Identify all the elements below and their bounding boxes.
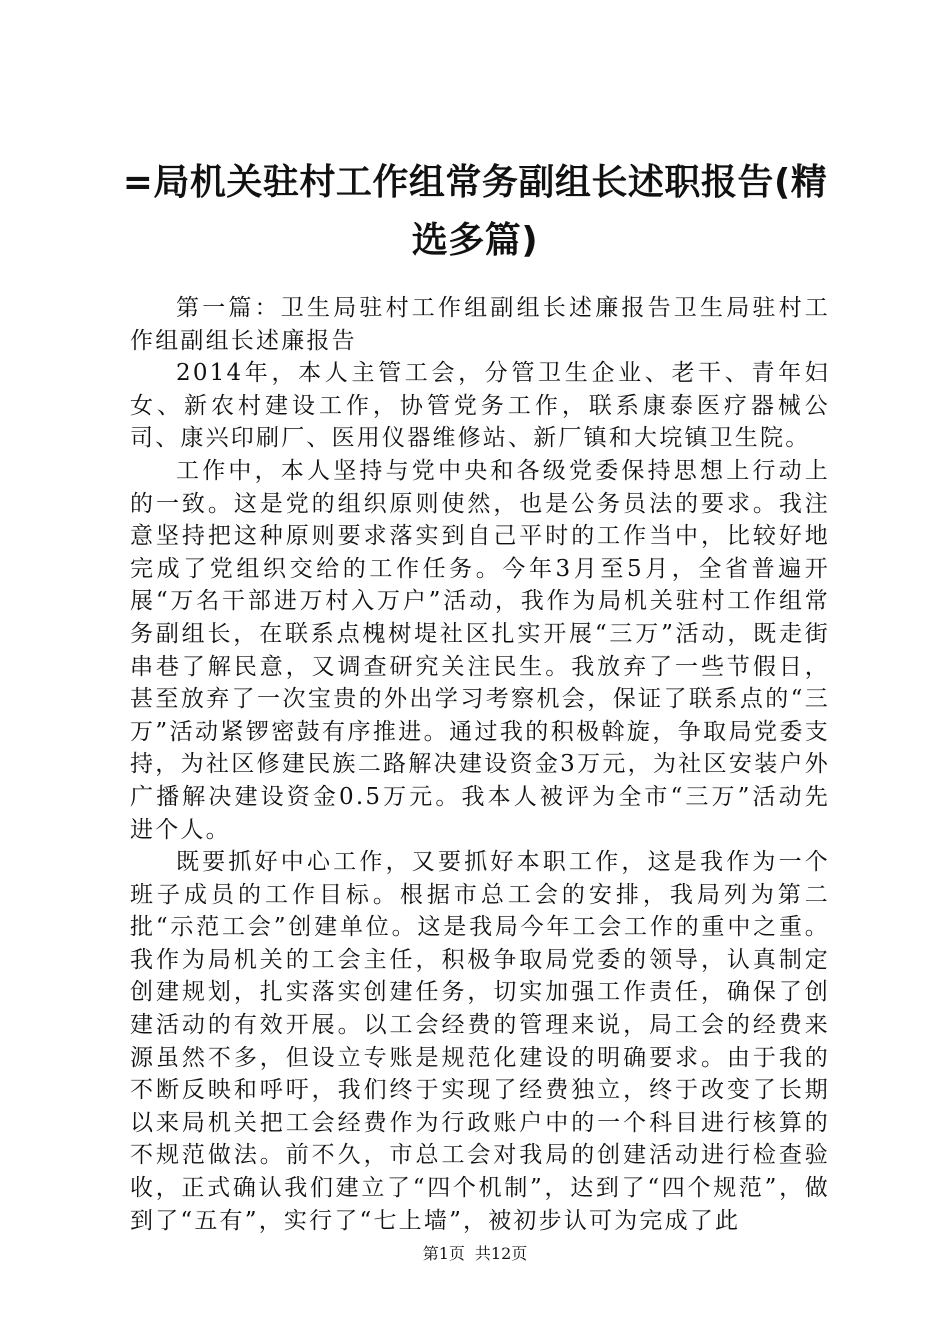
document-title: =局机关驻村工作组常务副组长述职报告(精选多篇) <box>122 162 828 261</box>
page-number: 第1页 <box>422 1244 465 1263</box>
page-total: 共12页 <box>474 1244 528 1263</box>
paragraph-4: 既要抓好中心工作，又要抓好本职工作，这是我作为一个班子成员的工作目标。根据市总工会的安排，我局列为第二批“示范工会”创建单位。这是我局今年工会工作的重中之重。我作为局机关的工会主任，积极争取局党委的领导，认真制定创建规划，扎实落实创建任务，切实加强工作责任，确保了创建活动的有效开展。以工会经费的管理来说，局工会的经费来源虽然不多，但设立专账是规范化建设的明确要求。由于我的不断反映和呼吁，我们终于实现了经费独立，终于改变了长期以来局机关把工会经费作为行政账户中的一个科目进行核算的不规范做法。前不久，市总工会对我局的创建活动进行检查验收，正式确认我们建立了“四个机制”，达到了“四个规范”，做到了“五有”，实行了“七上墙”，被初步认可为完成了此 <box>130 849 830 1234</box>
page-footer <box>0 1243 950 1265</box>
paragraph-3: 工作中，本人坚持与党中央和各级党委保持思想上行动上的一致。这是党的组织原则使然，也是公务员法的要求。我注意坚持把这种原则要求落实到自己平时的工作当中，比较好地完成了党组织交给的工作任务。今年3月至5月，全省普遍开展“万名干部进万村入万户”活动，我作为局机关驻村工作组常务副组长，在联系点槐树堤社区扎实开展“三万”活动，既走街串巷了解民意，又调查研究关注民生。我放弃了一些节假日，甚至放弃了一次宝贵的外出学习考察机会，保证了联系点的“三万”活动紧锣密鼓有序推进。通过我的积极斡旋，争取局党委支持，为社区修建民族二路解决建设资金3万元，为社区安装户外广播解决建设资金0.5万元。我本人被评为全市“三万”活动先进个人。 <box>130 457 830 843</box>
paragraph-2: 2014年，本人主管工会，分管卫生企业、老干、青年妇女、新农村建设工作，协管党务工作，联系康泰医疗器械公司、康兴印刷厂、医用仪器维修站、新厂镇和大垸镇卫生院。 <box>130 360 830 452</box>
paragraph-1: 第一篇：卫生局驻村工作组副组长述廉报告卫生局驻村工作组副组长述廉报告 <box>130 295 830 354</box>
document-body <box>130 292 830 1237</box>
